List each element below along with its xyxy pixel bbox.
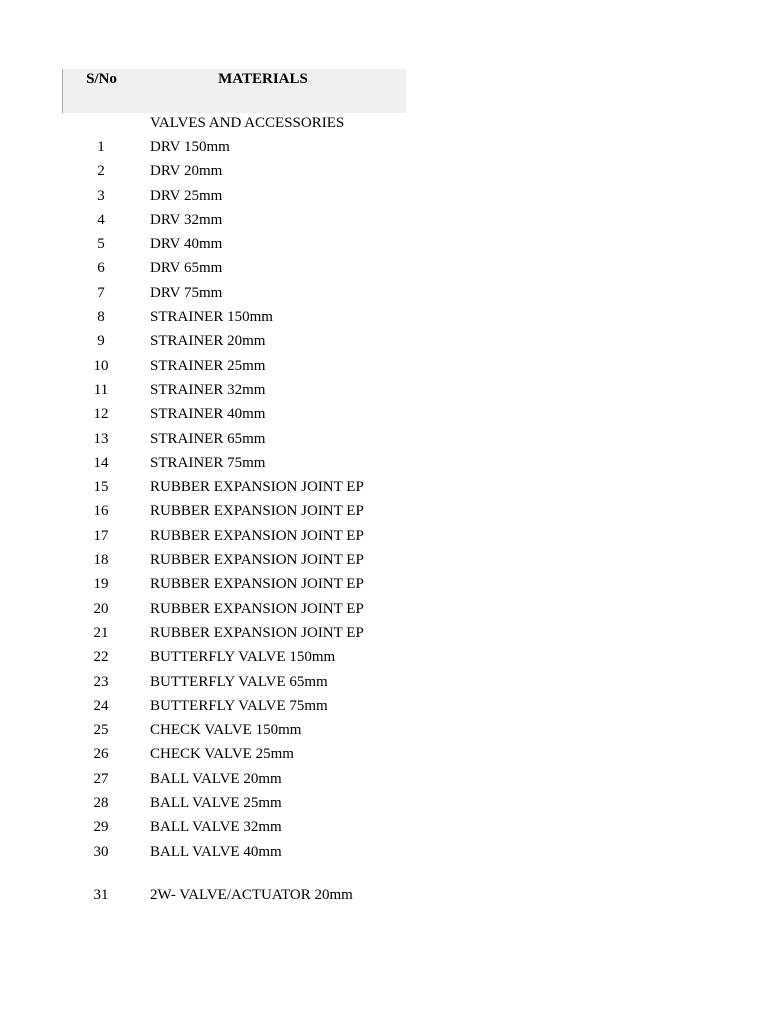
- row-sno: 31: [93, 887, 109, 904]
- row-sno: 27: [93, 770, 109, 787]
- table-body: [62, 135, 406, 908]
- table-row: [62, 694, 406, 718]
- table-row: [62, 427, 406, 451]
- row-sno: 19: [93, 576, 109, 593]
- row-sno: 17: [93, 527, 109, 544]
- table-row: [62, 329, 406, 353]
- row-sno: 25: [93, 722, 109, 739]
- table-row: [62, 645, 406, 669]
- table-header: [62, 69, 406, 113]
- row-sno: 29: [93, 819, 109, 836]
- row-sno: 16: [93, 503, 109, 520]
- table-row: [62, 281, 406, 305]
- row-material: BUTTERFLY VALVE 75mm: [150, 697, 328, 714]
- table-row: [62, 208, 406, 232]
- table-row: [62, 767, 406, 791]
- row-sno: 2: [97, 163, 105, 180]
- table-row: [62, 670, 406, 694]
- row-material: BALL VALVE 20mm: [150, 770, 282, 787]
- table-row: [62, 815, 406, 839]
- row-sno: 28: [93, 795, 109, 812]
- table-row: [62, 597, 406, 621]
- section-title: VALVES AND ACCESSORIES: [150, 115, 345, 131]
- row-material: CHECK VALVE 25mm: [150, 746, 294, 763]
- table-row: [62, 232, 406, 256]
- row-material: DRV 40mm: [150, 236, 223, 253]
- table-row: [62, 378, 406, 402]
- row-sno: 14: [93, 454, 109, 471]
- row-material: DRV 150mm: [150, 139, 230, 155]
- row-material: STRAINER 25mm: [150, 357, 266, 374]
- row-material: RUBBER EXPANSION JOINT EP: [150, 576, 364, 593]
- table-row: [62, 159, 406, 183]
- table-row: [62, 184, 406, 208]
- row-material: BUTTERFLY VALVE 65mm: [150, 673, 328, 690]
- table-row: [62, 718, 406, 742]
- row-material: RUBBER EXPANSION JOINT EP: [150, 479, 364, 496]
- table-row: [62, 256, 406, 280]
- row-material: STRAINER 40mm: [150, 406, 266, 423]
- row-sno: 10: [93, 357, 109, 374]
- row-sno: 3: [97, 187, 105, 204]
- row-material: RUBBER EXPANSION JOINT EP: [150, 527, 364, 544]
- header-materials: MATERIALS: [218, 71, 308, 87]
- row-material: RUBBER EXPANSION JOINT EP: [150, 600, 364, 617]
- row-sno: 9: [97, 333, 105, 350]
- row-sno: 23: [93, 673, 109, 690]
- row-sno: 30: [93, 843, 109, 860]
- row-material: STRAINER 65mm: [150, 430, 266, 447]
- table-row: [62, 572, 406, 596]
- table-row: [62, 354, 406, 378]
- row-sno: 8: [97, 309, 105, 326]
- row-material: BALL VALVE 25mm: [150, 795, 282, 812]
- row-material: 2W- VALVE/ACTUATOR 20mm: [150, 887, 353, 904]
- row-sno: 4: [97, 211, 105, 228]
- row-material: CHECK VALVE 150mm: [150, 722, 302, 739]
- table-row: [62, 840, 406, 864]
- section-title-row: [62, 113, 406, 135]
- row-sno: 1: [97, 139, 105, 155]
- row-material: STRAINER 75mm: [150, 454, 266, 471]
- row-sno: 26: [93, 746, 109, 763]
- row-material: DRV 20mm: [150, 163, 223, 180]
- row-material: STRAINER 32mm: [150, 381, 266, 398]
- materials-table: [62, 69, 406, 908]
- row-material: STRAINER 20mm: [150, 333, 266, 350]
- table-row: [62, 621, 406, 645]
- row-material: DRV 65mm: [150, 260, 223, 277]
- table-row: [62, 524, 406, 548]
- row-sno: 5: [97, 236, 105, 253]
- table-row: [62, 475, 406, 499]
- row-sno: 11: [93, 381, 109, 398]
- table-row: [62, 883, 406, 907]
- row-material: STRAINER 150mm: [150, 309, 273, 326]
- row-material: RUBBER EXPANSION JOINT EP: [150, 624, 364, 641]
- row-sno: 22: [93, 649, 109, 666]
- table-row: [62, 402, 406, 426]
- row-sno: 21: [93, 624, 109, 641]
- row-sno: 15: [93, 479, 109, 496]
- row-material: DRV 75mm: [150, 284, 223, 301]
- row-sno: 18: [93, 552, 109, 569]
- table-row: [62, 451, 406, 475]
- row-material: RUBBER EXPANSION JOINT EP: [150, 552, 364, 569]
- table-row: [62, 305, 406, 329]
- table-row: [62, 791, 406, 815]
- row-sno: 12: [93, 406, 109, 423]
- header-sno: S/No: [86, 71, 117, 87]
- row-sno: 6: [97, 260, 105, 277]
- row-material: DRV 25mm: [150, 187, 223, 204]
- row-material: BALL VALVE 40mm: [150, 843, 282, 860]
- table-row: [62, 135, 406, 159]
- table-row: [62, 499, 406, 523]
- row-sno: 24: [93, 697, 109, 714]
- row-material: BUTTERFLY VALVE 150mm: [150, 649, 336, 666]
- row-sno: 13: [93, 430, 109, 447]
- table-row: [62, 548, 406, 572]
- row-sno: 7: [97, 284, 105, 301]
- row-material: RUBBER EXPANSION JOINT EP: [150, 503, 364, 520]
- row-material: DRV 32mm: [150, 211, 223, 228]
- row-sno: 20: [93, 600, 109, 617]
- row-material: BALL VALVE 32mm: [150, 819, 282, 836]
- table-row: [62, 742, 406, 766]
